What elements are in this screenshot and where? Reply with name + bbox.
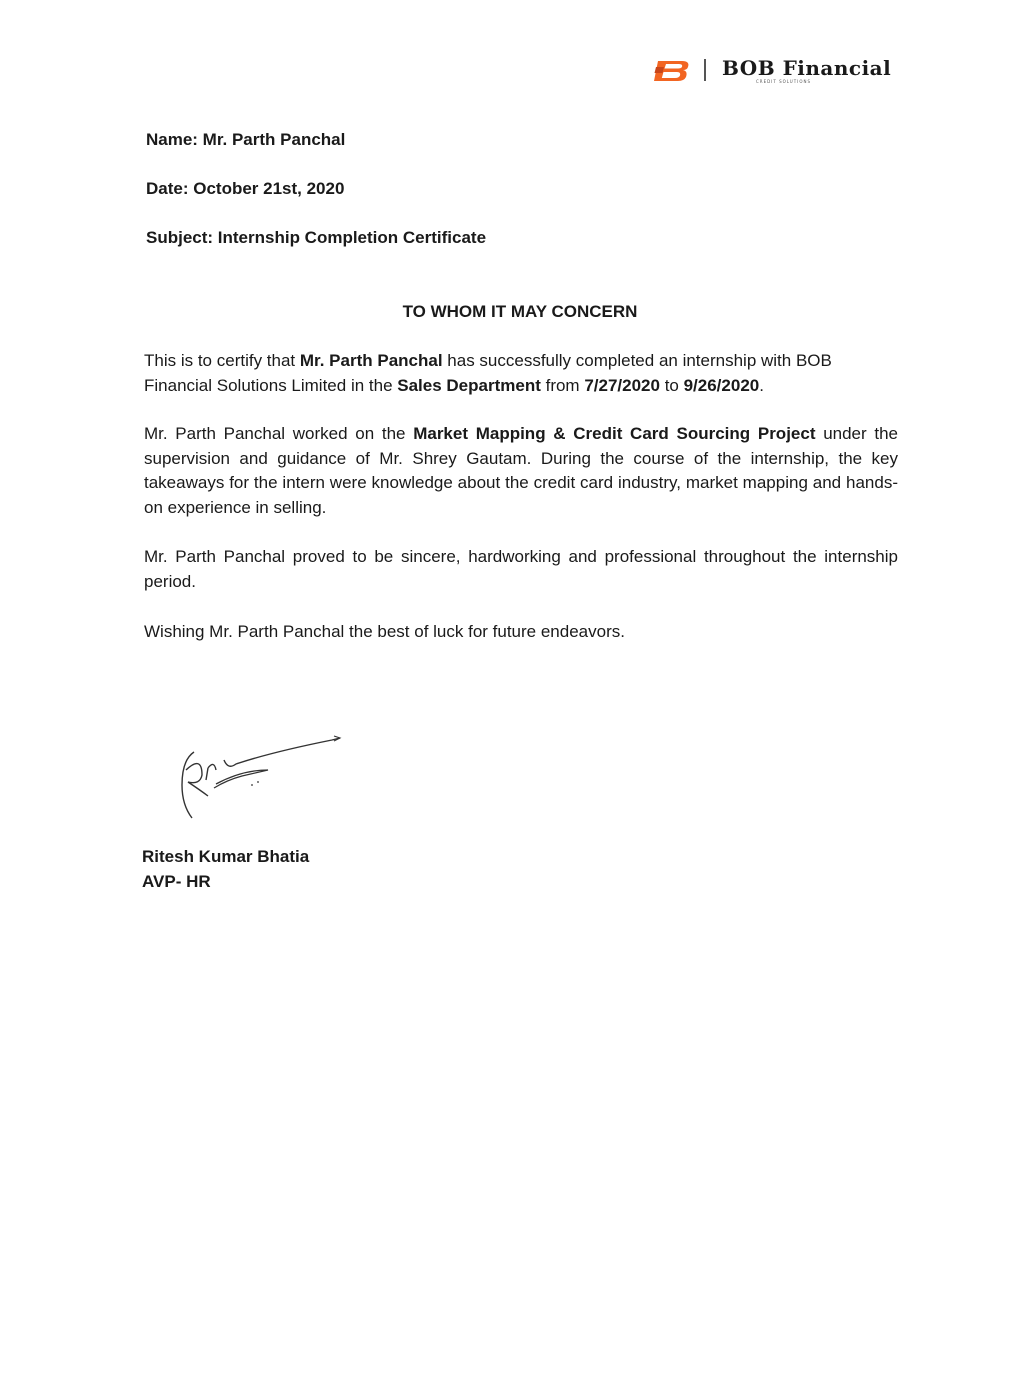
letter-salutation-title: TO WHOM IT MAY CONCERN: [402, 302, 638, 321]
bob-financial-logo: [652, 55, 892, 87]
bob-logo-mark-icon: [652, 57, 692, 83]
letter-subject: Subject: Internship Completion Certificate: [146, 228, 487, 247]
logo-divider: [704, 59, 706, 81]
signatory-designation: AVP- HR: [142, 872, 211, 891]
paragraph-conduct: Mr. Parth Panchal proved to be sincere, hardworking and professional throughout the internship period.: [144, 547, 898, 591]
brand-name: BOB Financial: [722, 56, 892, 80]
letter-date: Date: October 21st, 2020: [146, 179, 345, 198]
paragraph-certification: This is to certify that Mr. Parth Panchal has successfully completed an internship with BOB Financial Solutions Limited in the Sales Department from 7/27/2020 to 9/26/2020.: [144, 351, 832, 395]
paragraph-wishes: Wishing Mr. Parth Panchal the best of luck for future endeavors.: [144, 622, 625, 641]
signatory-name: Ritesh Kumar Bhatia: [142, 847, 310, 866]
handwritten-signature: [172, 730, 352, 830]
recipient-name: Name: Mr. Parth Panchal: [146, 130, 346, 149]
brand-tagline: CREDIT SOLUTIONS: [756, 79, 812, 84]
paragraph-project: Mr. Parth Panchal worked on the Market Mapping & Credit Card Sourcing Project under the supervision and guidance of Mr. Shrey Gautam. During the course of the internship, the key takeaways for the intern were knowledge about the credit card industry, market mapping and hands-on experience in selling.: [144, 424, 899, 517]
